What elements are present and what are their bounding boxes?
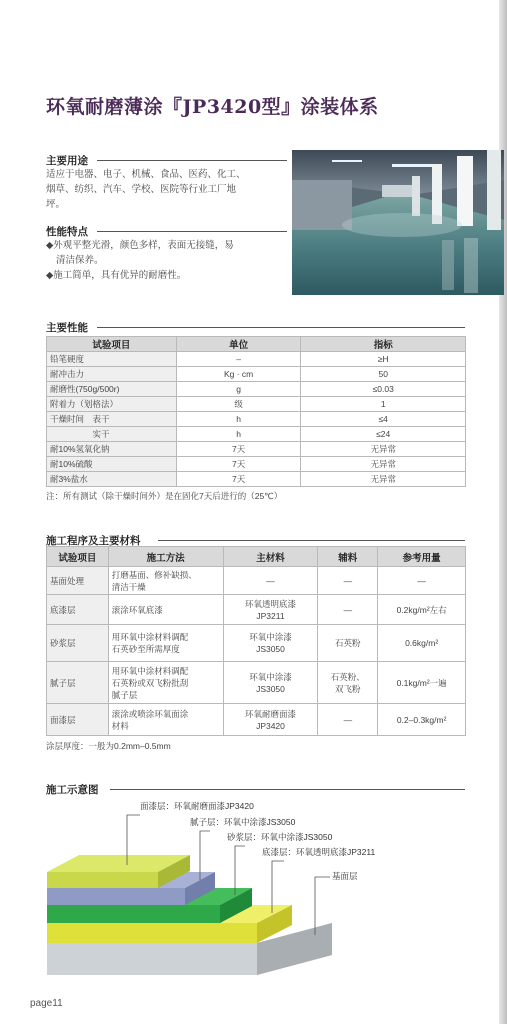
feature-line: ◆外观平整光滑，颜色多样，表面无接缝，易 (46, 240, 234, 251)
procedure-rule (158, 540, 465, 541)
layer-diagram (40, 795, 420, 980)
cell: ≤4 (301, 412, 466, 427)
cell: 无异常 (301, 472, 466, 487)
col-header: 施工方法 (108, 547, 223, 567)
table-row (47, 427, 466, 442)
cell: Kg · cm (176, 367, 301, 382)
cell: h (176, 427, 301, 442)
cell: 级 (176, 397, 301, 412)
uses-rule (97, 160, 287, 161)
col-header: 单位 (176, 337, 301, 352)
floor-photo (292, 150, 504, 295)
procedure-heading: 施工程序及主要材料 (46, 535, 141, 547)
layer-diagram-svg (40, 795, 420, 980)
table-row (47, 352, 466, 367)
cell: 1 (301, 397, 466, 412)
table-header-row (47, 547, 466, 567)
cell: 7天 (176, 442, 301, 457)
cell: 面漆层 (47, 704, 109, 736)
procedure-note: 涂层厚度：一般为0.2mm–0.5mm (46, 741, 171, 751)
feature-line: 清洁保养。 (56, 255, 104, 266)
cell: 7天 (176, 472, 301, 487)
cell: 无异常 (301, 442, 466, 457)
cell: — (318, 595, 378, 625)
base-layer (47, 943, 257, 975)
topcoat-layer (47, 872, 158, 888)
putty-layer (47, 888, 185, 905)
uses-text (46, 167, 246, 212)
features-rule (97, 231, 287, 232)
cell: 用环氧中涂材料调配 石英砂至所需厚度 (108, 625, 223, 662)
cell: h (176, 412, 301, 427)
cell: ≤0.03 (301, 382, 466, 397)
uses-line: 适应于电器、电子、机械、食品、医药、化工、 (46, 169, 246, 180)
table-row (47, 662, 466, 704)
cell: 环氧中涂漆 JS3050 (223, 662, 318, 704)
features-text (46, 238, 234, 283)
schematic-rule (110, 789, 465, 790)
table-row (47, 397, 466, 412)
label-putty: 腻子层：环氧中涂漆JS3050 (190, 817, 296, 827)
cell: 环氧透明底漆 JP3211 (223, 595, 318, 625)
uses-heading: 主要用途 (46, 155, 88, 167)
table-header-row (47, 337, 466, 352)
page-number: page11 (30, 998, 63, 1009)
col-header: 辅料 (318, 547, 378, 567)
table-row (47, 704, 466, 736)
cell: — (378, 567, 466, 595)
cell: 用环氧中涂材料调配 石英粉或双飞粉批刮 腻子层 (108, 662, 223, 704)
cell: 7天 (176, 457, 301, 472)
cell: 0.6kg/m² (378, 625, 466, 662)
cell: 基面处理 (47, 567, 109, 595)
page-title: 环氧耐磨薄涂『JP3420型』涂装体系 (46, 96, 379, 118)
cell: 石英粉、 双飞粉 (318, 662, 378, 704)
cell: 0.1kg/m²一遍 (378, 662, 466, 704)
label-topcoat: 面漆层：环氧耐磨面漆JP3420 (140, 801, 254, 811)
table-row (47, 457, 466, 472)
performance-heading: 主要性能 (46, 322, 88, 334)
label-mortar: 砂浆层：环氧中涂漆JS3050 (227, 832, 333, 842)
col-header: 参考用量 (378, 547, 466, 567)
cell: 无异常 (301, 457, 466, 472)
table-row (47, 382, 466, 397)
performance-rule (97, 327, 465, 328)
cell: 砂浆层 (47, 625, 109, 662)
col-header: 指标 (301, 337, 466, 352)
table-row (47, 567, 466, 595)
table-row (47, 595, 466, 625)
cell: 铅笔硬度 (47, 352, 177, 367)
col-header: 试验项目 (47, 337, 177, 352)
cell: 耐冲击力 (47, 367, 177, 382)
table-row (47, 625, 466, 662)
uses-line: 烟草、纺织、汽车、学校、医院等行业工厂地 (46, 184, 237, 195)
cell: 腻子层 (47, 662, 109, 704)
col-header: 试验项目 (47, 547, 109, 567)
procedure-table (46, 546, 466, 736)
cell: 耐磨性(750g/500r) (47, 382, 177, 397)
cell: ≤24 (301, 427, 466, 442)
cell: 滚涂环氧底漆 (108, 595, 223, 625)
uses-line: 坪。 (46, 199, 66, 210)
performance-note: 注：所有测试（除干燥时间外）是在固化7天后进行的（25℃） (46, 491, 283, 501)
cell: 0.2–0.3kg/m² (378, 704, 466, 736)
cell: 环氧耐磨面漆 JP3420 (223, 704, 318, 736)
label-primer: 底漆层：环氧透明底漆JP3211 (262, 847, 376, 857)
features-heading: 性能特点 (46, 226, 88, 238)
cell: g (176, 382, 301, 397)
cell: 石英粉 (318, 625, 378, 662)
cell: 耐10%硫酸 (47, 457, 177, 472)
col-header: 主材料 (223, 547, 318, 567)
label-base: 基面层 (332, 871, 358, 881)
cell: 附着力（划格法） (47, 397, 177, 412)
feature-line: ◆施工简单，具有优异的耐磨性。 (46, 270, 187, 281)
primer-layer (47, 923, 257, 943)
cell: — (223, 567, 318, 595)
cell: 0.2kg/m²左右 (378, 595, 466, 625)
cell: — (318, 567, 378, 595)
leader-line-mortar (235, 846, 245, 895)
cell: 打磨基面、修补缺损、 清洁干燥 (108, 567, 223, 595)
table-row (47, 367, 466, 382)
cell: 底漆层 (47, 595, 109, 625)
table-row (47, 442, 466, 457)
cell: — (318, 704, 378, 736)
cell: ≥H (301, 352, 466, 367)
cell: 实干 (47, 427, 177, 442)
cell: 耐3%盐水 (47, 472, 177, 487)
mortar-layer (47, 905, 220, 923)
performance-table (46, 336, 466, 487)
cell: 50 (301, 367, 466, 382)
cell: 滚涂或喷涂环氧面涂 材料 (108, 704, 223, 736)
floor-photo-image (292, 150, 504, 295)
table-row (47, 412, 466, 427)
cell: 耐10%氢氧化钠 (47, 442, 177, 457)
schematic-heading: 施工示意图 (46, 784, 99, 796)
cell: 干燥时间 表干 (47, 412, 177, 427)
table-row (47, 472, 466, 487)
cell: 环氧中涂漆 JS3050 (223, 625, 318, 662)
cell: – (176, 352, 301, 367)
